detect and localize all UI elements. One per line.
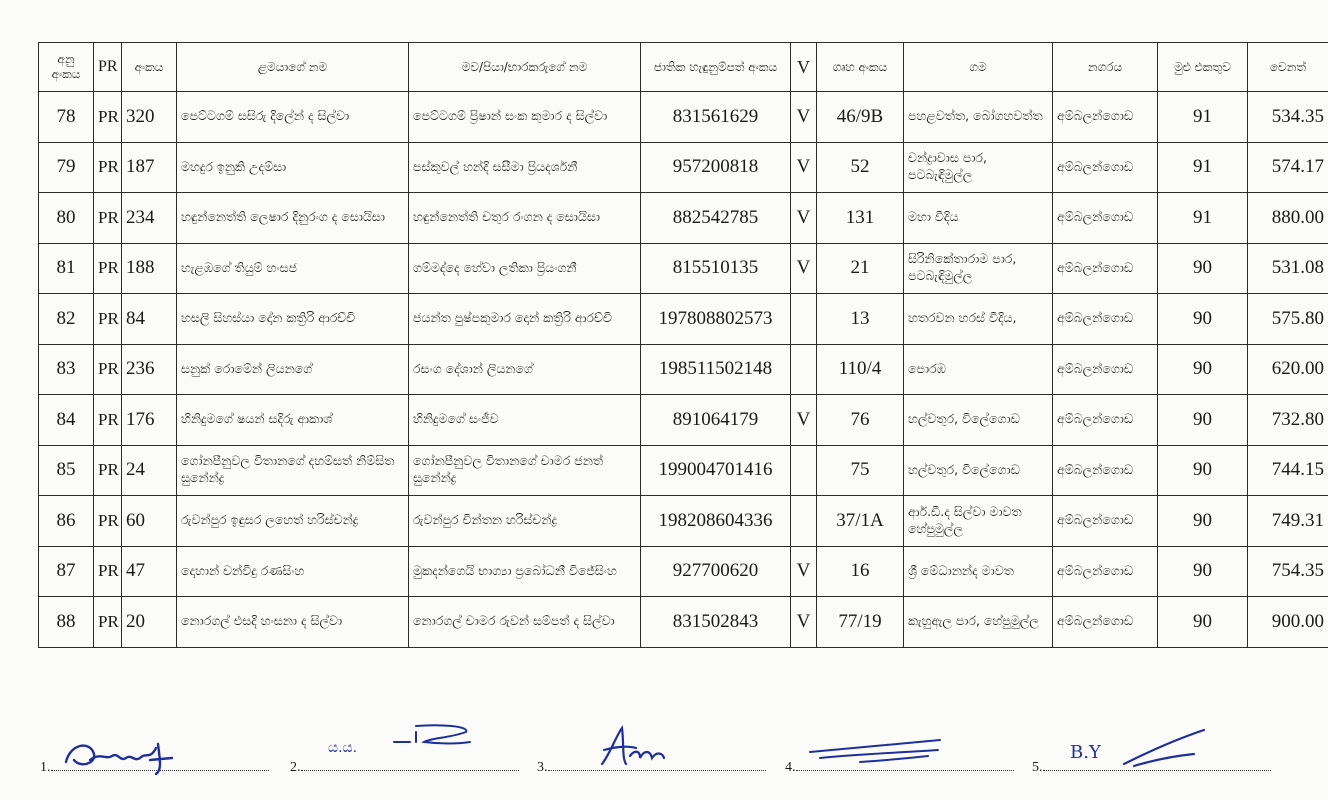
header-pr: PR (94, 43, 122, 92)
cell-distance: 900.00 (1248, 597, 1328, 648)
cell-pr: PR (94, 193, 122, 244)
cell-child-name: සනුක් රොමේන් ලියනගේ (177, 344, 409, 395)
cell-number: 47 (122, 546, 177, 597)
cell-number: 187 (122, 142, 177, 193)
cell-distance: 534.35 (1248, 92, 1328, 143)
cell-total-marks: 91 (1158, 142, 1248, 193)
cell-nic: 815510135 (641, 243, 791, 294)
cell-number: 84 (122, 294, 177, 345)
cell-index: 85 (39, 445, 94, 496)
cell-nic: 957200818 (641, 142, 791, 193)
cell-village: කැහුඇල පාර, හේපුමුල්ල (904, 597, 1053, 648)
header-child-name: ළමයාගේ නම (177, 43, 409, 92)
cell-house-no: 52 (817, 142, 904, 193)
cell-pr: PR (94, 395, 122, 446)
signature-number: 3. (537, 760, 548, 775)
cell-distance: 880.00 (1248, 193, 1328, 244)
cell-guardian-name: හිනිදුමගේ සංජීව (409, 395, 641, 446)
table-row (39, 92, 1328, 143)
cell-child-name: නොරගල් එසදි හංසනා ද සිල්වා (177, 597, 409, 648)
table-row (39, 344, 1328, 395)
cell-house-no: 13 (817, 294, 904, 345)
cell-village: හතරවන හරස් වීදිය, (904, 294, 1053, 345)
cell-village: ශ්‍රී මේධානන්ද මාවත (904, 546, 1053, 597)
cell-v: V (791, 395, 817, 446)
cell-nic: 198208604336 (641, 496, 791, 547)
cell-guardian-name: නොරගල් චාමර රුවන් සම්පත් ද සිල්වා (409, 597, 641, 648)
cell-guardian-name: මුකදන්ගෙයි භාග්‍යා ප්‍රබෝධනී විජේසිංහ (409, 546, 641, 597)
cell-town: අම්බලන්ගොඩ (1053, 344, 1158, 395)
cell-total-marks: 90 (1158, 395, 1248, 446)
cell-distance: 620.00 (1248, 344, 1328, 395)
cell-town: අම්බලන්ගොඩ (1053, 597, 1158, 648)
selection-table (38, 42, 1328, 648)
cell-town: අම්බලන්ගොඩ (1053, 496, 1158, 547)
cell-nic: 831561629 (641, 92, 791, 143)
signature-area (0, 720, 1328, 800)
cell-nic: 927700620 (641, 546, 791, 597)
cell-town: අම්බලන්ගොඩ (1053, 294, 1158, 345)
cell-guardian-name: ගෝනපීනුවල විතානගේ චාමර ජනත් සුනේන්ද්‍ර (409, 445, 641, 496)
header-index: අනු අංකය (39, 43, 94, 92)
cell-v (791, 344, 817, 395)
cell-house-no: 75 (817, 445, 904, 496)
signature-1-drawing (60, 730, 180, 780)
cell-pr: PR (94, 445, 122, 496)
cell-v (791, 496, 817, 547)
cell-guardian-name: හඳුන්නෙත්ති චතුර රංගන ද සොයිසා (409, 193, 641, 244)
table-body (39, 92, 1328, 648)
cell-house-no: 77/19 (817, 597, 904, 648)
table-row (39, 395, 1328, 446)
cell-town: අම්බලන්ගොඩ (1053, 546, 1158, 597)
cell-child-name: හිනිදුමගේ ෂයන් සදිරු ආකාශ් (177, 395, 409, 446)
cell-v: V (791, 243, 817, 294)
cell-total-marks: 90 (1158, 597, 1248, 648)
cell-number: 60 (122, 496, 177, 547)
cell-village: මහා වීදිය (904, 193, 1053, 244)
cell-town: අම්බලන්ගොඩ (1053, 445, 1158, 496)
cell-total-marks: 90 (1158, 344, 1248, 395)
cell-village: හල්වතුර, විලේගොඩ (904, 445, 1053, 496)
cell-house-no: 110/4 (817, 344, 904, 395)
cell-distance: 575.80 (1248, 294, 1328, 345)
cell-total-marks: 90 (1158, 243, 1248, 294)
cell-distance: 744.15 (1248, 445, 1328, 496)
cell-index: 83 (39, 344, 94, 395)
cell-guardian-name: ජයන්ත පුෂ්පකුමාර දොන් කත්‍රිරි ආරච්චි (409, 294, 641, 345)
cell-total-marks: 90 (1158, 445, 1248, 496)
cell-pr: PR (94, 496, 122, 547)
cell-pr: PR (94, 243, 122, 294)
cell-pr: PR (94, 294, 122, 345)
cell-total-marks: 90 (1158, 294, 1248, 345)
signature-4-drawing (800, 722, 950, 772)
cell-child-name: ගෝනපීනුවල විතානගේ දහම්සත් නිම්සිත සුනේන්ද්‍ර (177, 445, 409, 496)
cell-house-no: 131 (817, 193, 904, 244)
cell-number: 24 (122, 445, 177, 496)
table-row (39, 193, 1328, 244)
cell-house-no: 46/9B (817, 92, 904, 143)
signature-number: 4. (785, 760, 796, 775)
table-row (39, 445, 1328, 496)
cell-v (791, 294, 817, 345)
cell-guardian-name: රුවන්පුර චින්තන හරිස්චන්ද්‍ර (409, 496, 641, 547)
cell-guardian-name: රසංග දේශාන් ලියනගේ (409, 344, 641, 395)
cell-distance: 732.80 (1248, 395, 1328, 446)
cell-village: චන්ද්‍රාවාස පාර, පටබැඳිමුල්ල (904, 142, 1053, 193)
cell-pr: PR (94, 142, 122, 193)
signature-number: 5. (1032, 760, 1043, 775)
cell-pr: PR (94, 546, 122, 597)
cell-house-no: 21 (817, 243, 904, 294)
cell-nic: 198511502148 (641, 344, 791, 395)
header-village: ගම (904, 43, 1053, 92)
cell-number: 188 (122, 243, 177, 294)
signature-3-drawing (596, 724, 676, 774)
cell-index: 84 (39, 395, 94, 446)
cell-total-marks: 91 (1158, 193, 1248, 244)
signature-2-text: ය.ය. (328, 740, 358, 756)
cell-town: අම්බලන්ගොඩ (1053, 92, 1158, 143)
table-row (39, 243, 1328, 294)
header-nic: ජාතික හැඳුනුම්පත් අංකය (641, 43, 791, 92)
cell-v: V (791, 597, 817, 648)
cell-v: V (791, 546, 817, 597)
cell-total-marks: 91 (1158, 92, 1248, 143)
cell-pr: PR (94, 597, 122, 648)
header-number: අංකය (122, 43, 177, 92)
cell-index: 82 (39, 294, 94, 345)
cell-distance: 574.17 (1248, 142, 1328, 193)
header-v: V (791, 43, 817, 92)
cell-v: V (791, 92, 817, 143)
cell-index: 79 (39, 142, 94, 193)
cell-child-name: හැළඹගේ තියුම් හංසජ (177, 243, 409, 294)
signature-5-drawing (1064, 724, 1214, 774)
cell-child-name: පෙට්ටගම් සසිරු දිලේන් ද සිල්වා (177, 92, 409, 143)
cell-index: 88 (39, 597, 94, 648)
cell-town: අම්බලන්ගොඩ (1053, 142, 1158, 193)
signature-5-text: B.Y (1070, 742, 1101, 763)
cell-pr: PR (94, 92, 122, 143)
table-row (39, 294, 1328, 345)
cell-town: අම්බලන්ගොඩ (1053, 193, 1158, 244)
cell-number: 236 (122, 344, 177, 395)
cell-number: 234 (122, 193, 177, 244)
signature-number: 2. (290, 760, 301, 775)
header-guardian-name: මව/පියා/භාරකරුගේ නම (409, 43, 641, 92)
cell-child-name: හඳුන්නෙත්ති ලෙෂාර දිනුරංග ද සොයිසා (177, 193, 409, 244)
cell-total-marks: 90 (1158, 496, 1248, 547)
cell-village: පොරඹ (904, 344, 1053, 395)
header-house-no: ගෘහ අංකය (817, 43, 904, 92)
cell-guardian-name: පෙට්ටගම් ප්‍රිෂාන් සංක කුමාර ද සිල්වා (409, 92, 641, 143)
cell-child-name: මහදුර ඉනුකි උදම්සා (177, 142, 409, 193)
cell-guardian-name: පස්කුවල් හන්දි සසීමා ප්‍රියදර්ශනී (409, 142, 641, 193)
cell-house-no: 37/1A (817, 496, 904, 547)
cell-pr: PR (94, 344, 122, 395)
cell-number: 320 (122, 92, 177, 143)
cell-distance: 754.35 (1248, 546, 1328, 597)
cell-distance: 531.08 (1248, 243, 1328, 294)
cell-village: හල්වතුර, විලේගොඩ (904, 395, 1053, 446)
cell-v: V (791, 193, 817, 244)
cell-nic: 197808802573 (641, 294, 791, 345)
cell-index: 86 (39, 496, 94, 547)
signature-2-drawing (320, 720, 480, 770)
selection-list-sheet (38, 42, 1328, 648)
cell-child-name: දොහාන් චන්විදු රණසිංහ (177, 546, 409, 597)
cell-v: V (791, 142, 817, 193)
table-row (39, 142, 1328, 193)
cell-index: 87 (39, 546, 94, 597)
cell-nic: 831502843 (641, 597, 791, 648)
cell-village: සිරිනිකේතාරාම පාර, පටබැඳිමුල්ල (904, 243, 1053, 294)
header-total-marks: මුළු එකතුව (1158, 43, 1248, 92)
cell-total-marks: 90 (1158, 546, 1248, 597)
table-row (39, 546, 1328, 597)
cell-house-no: 16 (817, 546, 904, 597)
cell-house-no: 76 (817, 395, 904, 446)
table-row (39, 496, 1328, 547)
cell-town: අම්බලන්ගොඩ (1053, 395, 1158, 446)
header-distance: වෙනත් (1248, 43, 1328, 92)
cell-guardian-name: ගම්මද්දෙ හේවා ලතිකා ප්‍රියංගනී (409, 243, 641, 294)
cell-number: 176 (122, 395, 177, 446)
header-town: නගරය (1053, 43, 1158, 92)
cell-nic: 882542785 (641, 193, 791, 244)
cell-nic: 199004701416 (641, 445, 791, 496)
cell-town: අම්බලන්ගොඩ (1053, 243, 1158, 294)
cell-v (791, 445, 817, 496)
signature-number: 1. (40, 760, 51, 775)
cell-number: 20 (122, 597, 177, 648)
cell-village: පහළවත්ත, බෝගහවත්ත (904, 92, 1053, 143)
cell-distance: 749.31 (1248, 496, 1328, 547)
cell-village: ආර්.ඩී.ද සිල්වා මාවත හේපුමුල්ල (904, 496, 1053, 547)
cell-child-name: හසලි සිහස්යා දෝන කත්‍රිරි ආරච්චි (177, 294, 409, 345)
header-row (39, 43, 1328, 92)
cell-child-name: රුවන්පුර ඉඳුසර ලහෙත් හරිස්චන්ද්‍ර (177, 496, 409, 547)
cell-index: 81 (39, 243, 94, 294)
table-row (39, 597, 1328, 648)
cell-nic: 891064179 (641, 395, 791, 446)
cell-index: 78 (39, 92, 94, 143)
cell-index: 80 (39, 193, 94, 244)
